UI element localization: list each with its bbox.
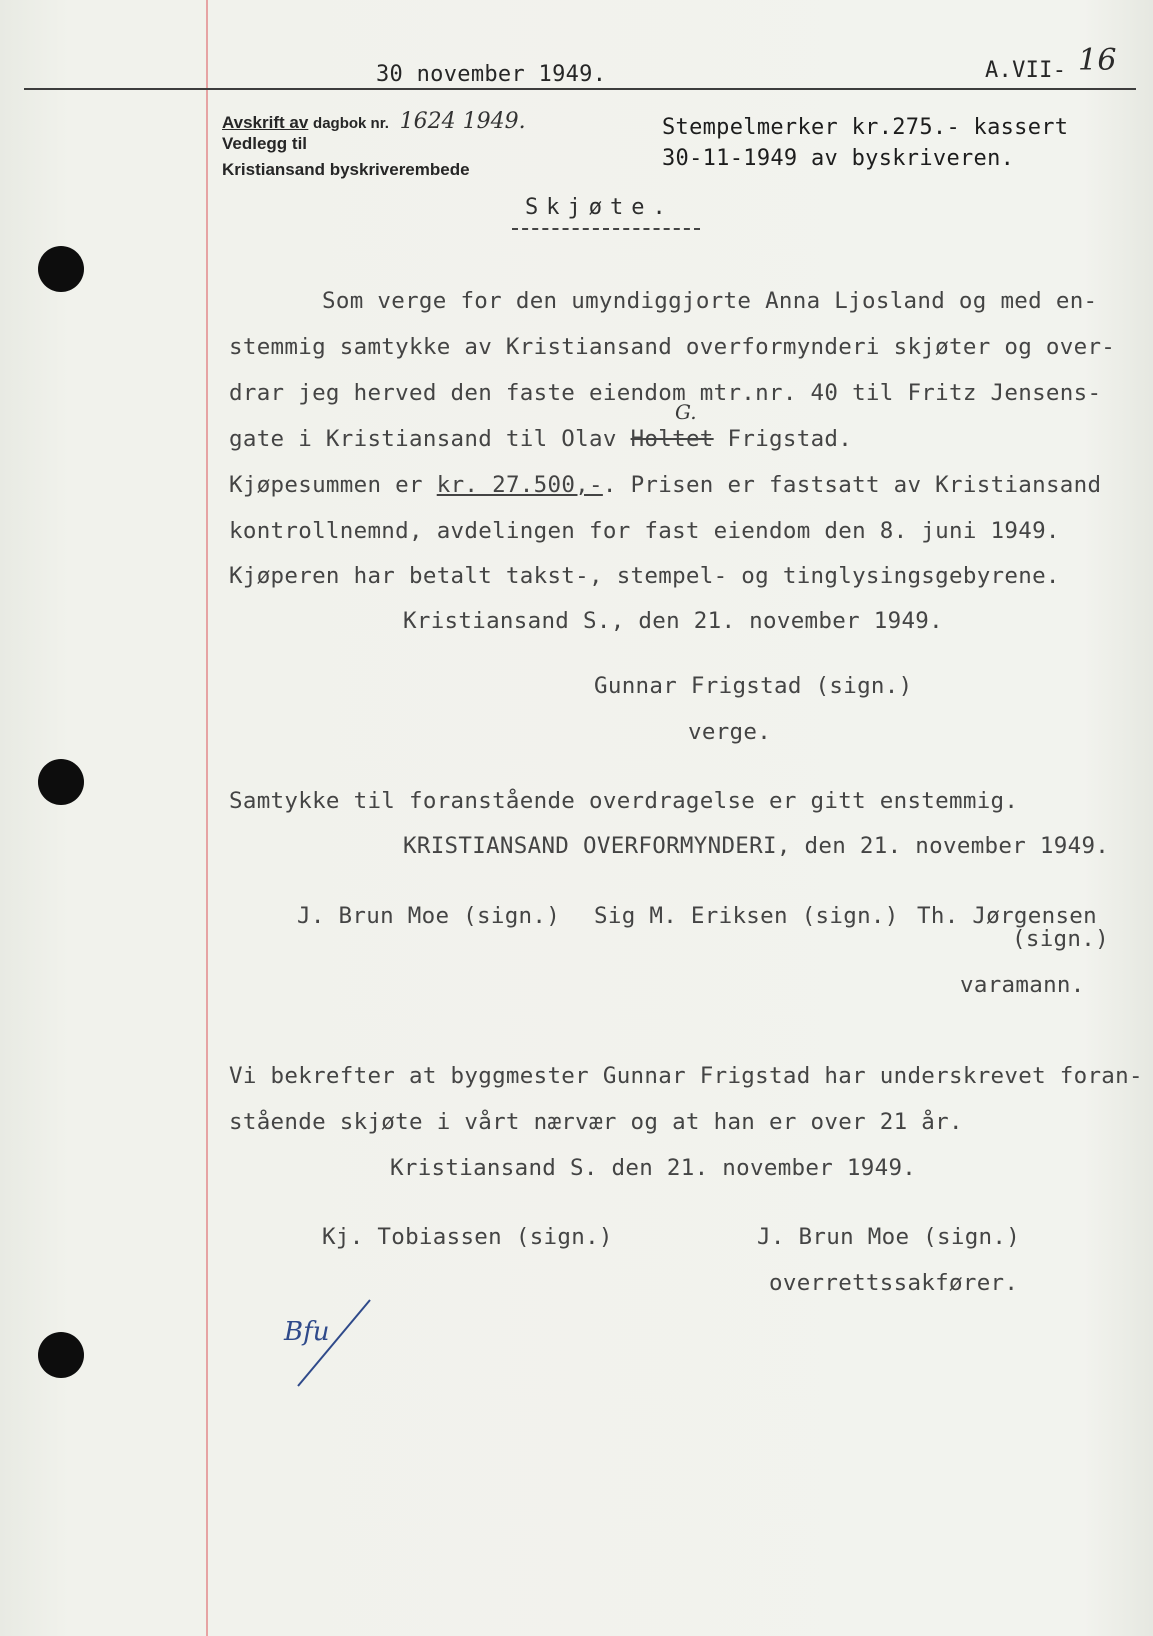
signature-c-role: varamann. [960, 972, 1085, 998]
title-underline [512, 228, 700, 230]
header-rule [24, 88, 1136, 90]
stamp-fee-note-line-1: Stempelmerker kr.275.- kassert [662, 115, 1069, 140]
stamp-fee-note [662, 112, 1068, 174]
witness-signature-2: J. Brun Moe (sign.) [757, 1224, 1021, 1250]
handwritten-insertion: G. [675, 400, 697, 424]
signature-c-name: Th. Jørgensen [917, 903, 1097, 929]
witness-line-1: Vi bekrefter at byggmester Gunnar Frigstad har underskrevet foran- [229, 1063, 1143, 1089]
signature-guardian-role: verge. [688, 719, 772, 745]
price-line-start: Kjøpesummen er [229, 472, 423, 498]
margin-line [206, 0, 208, 1636]
stamp-fee-note-line-2: 30-11-1949 av byskriveren. [662, 146, 1015, 171]
header-reference: A.VII- [985, 58, 1067, 83]
punch-hole-bottom [38, 1332, 84, 1378]
place-date-2: Kristiansand S. den 21. november 1949. [390, 1155, 917, 1181]
consent-place-date: KRISTIANSAND OVERFORMYNDERI, den 21. november 1949. [403, 833, 1110, 859]
consent-line: Samtykke til foranstående overdragelse er gitt enstemmig. [229, 788, 1019, 814]
initials-mark [276, 1296, 376, 1388]
witness-signature-2-role: overrettssakfører. [769, 1270, 1019, 1296]
body-line-2: stemmig samtykke av Kristiansand overformynderi skjøter og over- [229, 334, 1116, 360]
registry-stamp [222, 110, 526, 182]
signature-guardian-name: Gunnar Frigstad (sign.) [594, 673, 913, 699]
body-line-4 [229, 426, 852, 452]
body-line-1: Som verge for den umyndiggjorte Anna Ljosland og med en- [322, 288, 1098, 314]
witness-signature-1: Kj. Tobiassen (sign.) [322, 1224, 613, 1250]
document-title: Skjøte. [525, 195, 674, 220]
header-page-number: 16 [1078, 43, 1117, 78]
body-line-7: Kjøperen har betalt takst-, stempel- og tinglysingsgebyrene. [229, 563, 1060, 589]
punch-hole-top [38, 246, 84, 292]
stamp-line-2: Vedlegg til [222, 134, 308, 153]
punch-hole-middle [38, 759, 84, 805]
body-line-3: drar jeg herved den faste eiendom mtr.nr. 40 til Fritz Jensens- [229, 380, 1102, 406]
signature-a: J. Brun Moe (sign.) [297, 903, 561, 929]
price-line [229, 472, 1101, 498]
signature-b: Sig M. Eriksen (sign.) [594, 903, 899, 929]
place-date-1: Kristiansand S., den 21. november 1949. [403, 608, 943, 634]
price-line-end: . Prisen er fastsatt av Kristiansand [602, 472, 1102, 498]
stamp-dagbok-number: 1624 1949. [399, 109, 526, 134]
header-date: 30 november 1949. [376, 62, 607, 87]
stamp-dagbok: dagbok nr. [313, 115, 389, 132]
signature-c-sign: (sign.) [1012, 926, 1109, 952]
body-line-4-end: Frigstad. [727, 426, 853, 452]
witness-line-2: stående skjøte i vårt nærvær og at han er over 21 år. [229, 1109, 963, 1135]
struck-word: Holtet [630, 426, 714, 452]
body-line-4-start: gate i Kristiansand til Olav [229, 426, 617, 452]
stamp-avskrift: Avskrift av [222, 113, 309, 132]
stamp-line-3: Kristiansand byskriverembede [222, 160, 470, 179]
purchase-amount: kr. 27.500,- [436, 472, 603, 498]
body-line-6: kontrollnemnd, avdelingen for fast eiendom den 8. juni 1949. [229, 518, 1060, 544]
initials-text: Bfu [284, 1317, 330, 1347]
